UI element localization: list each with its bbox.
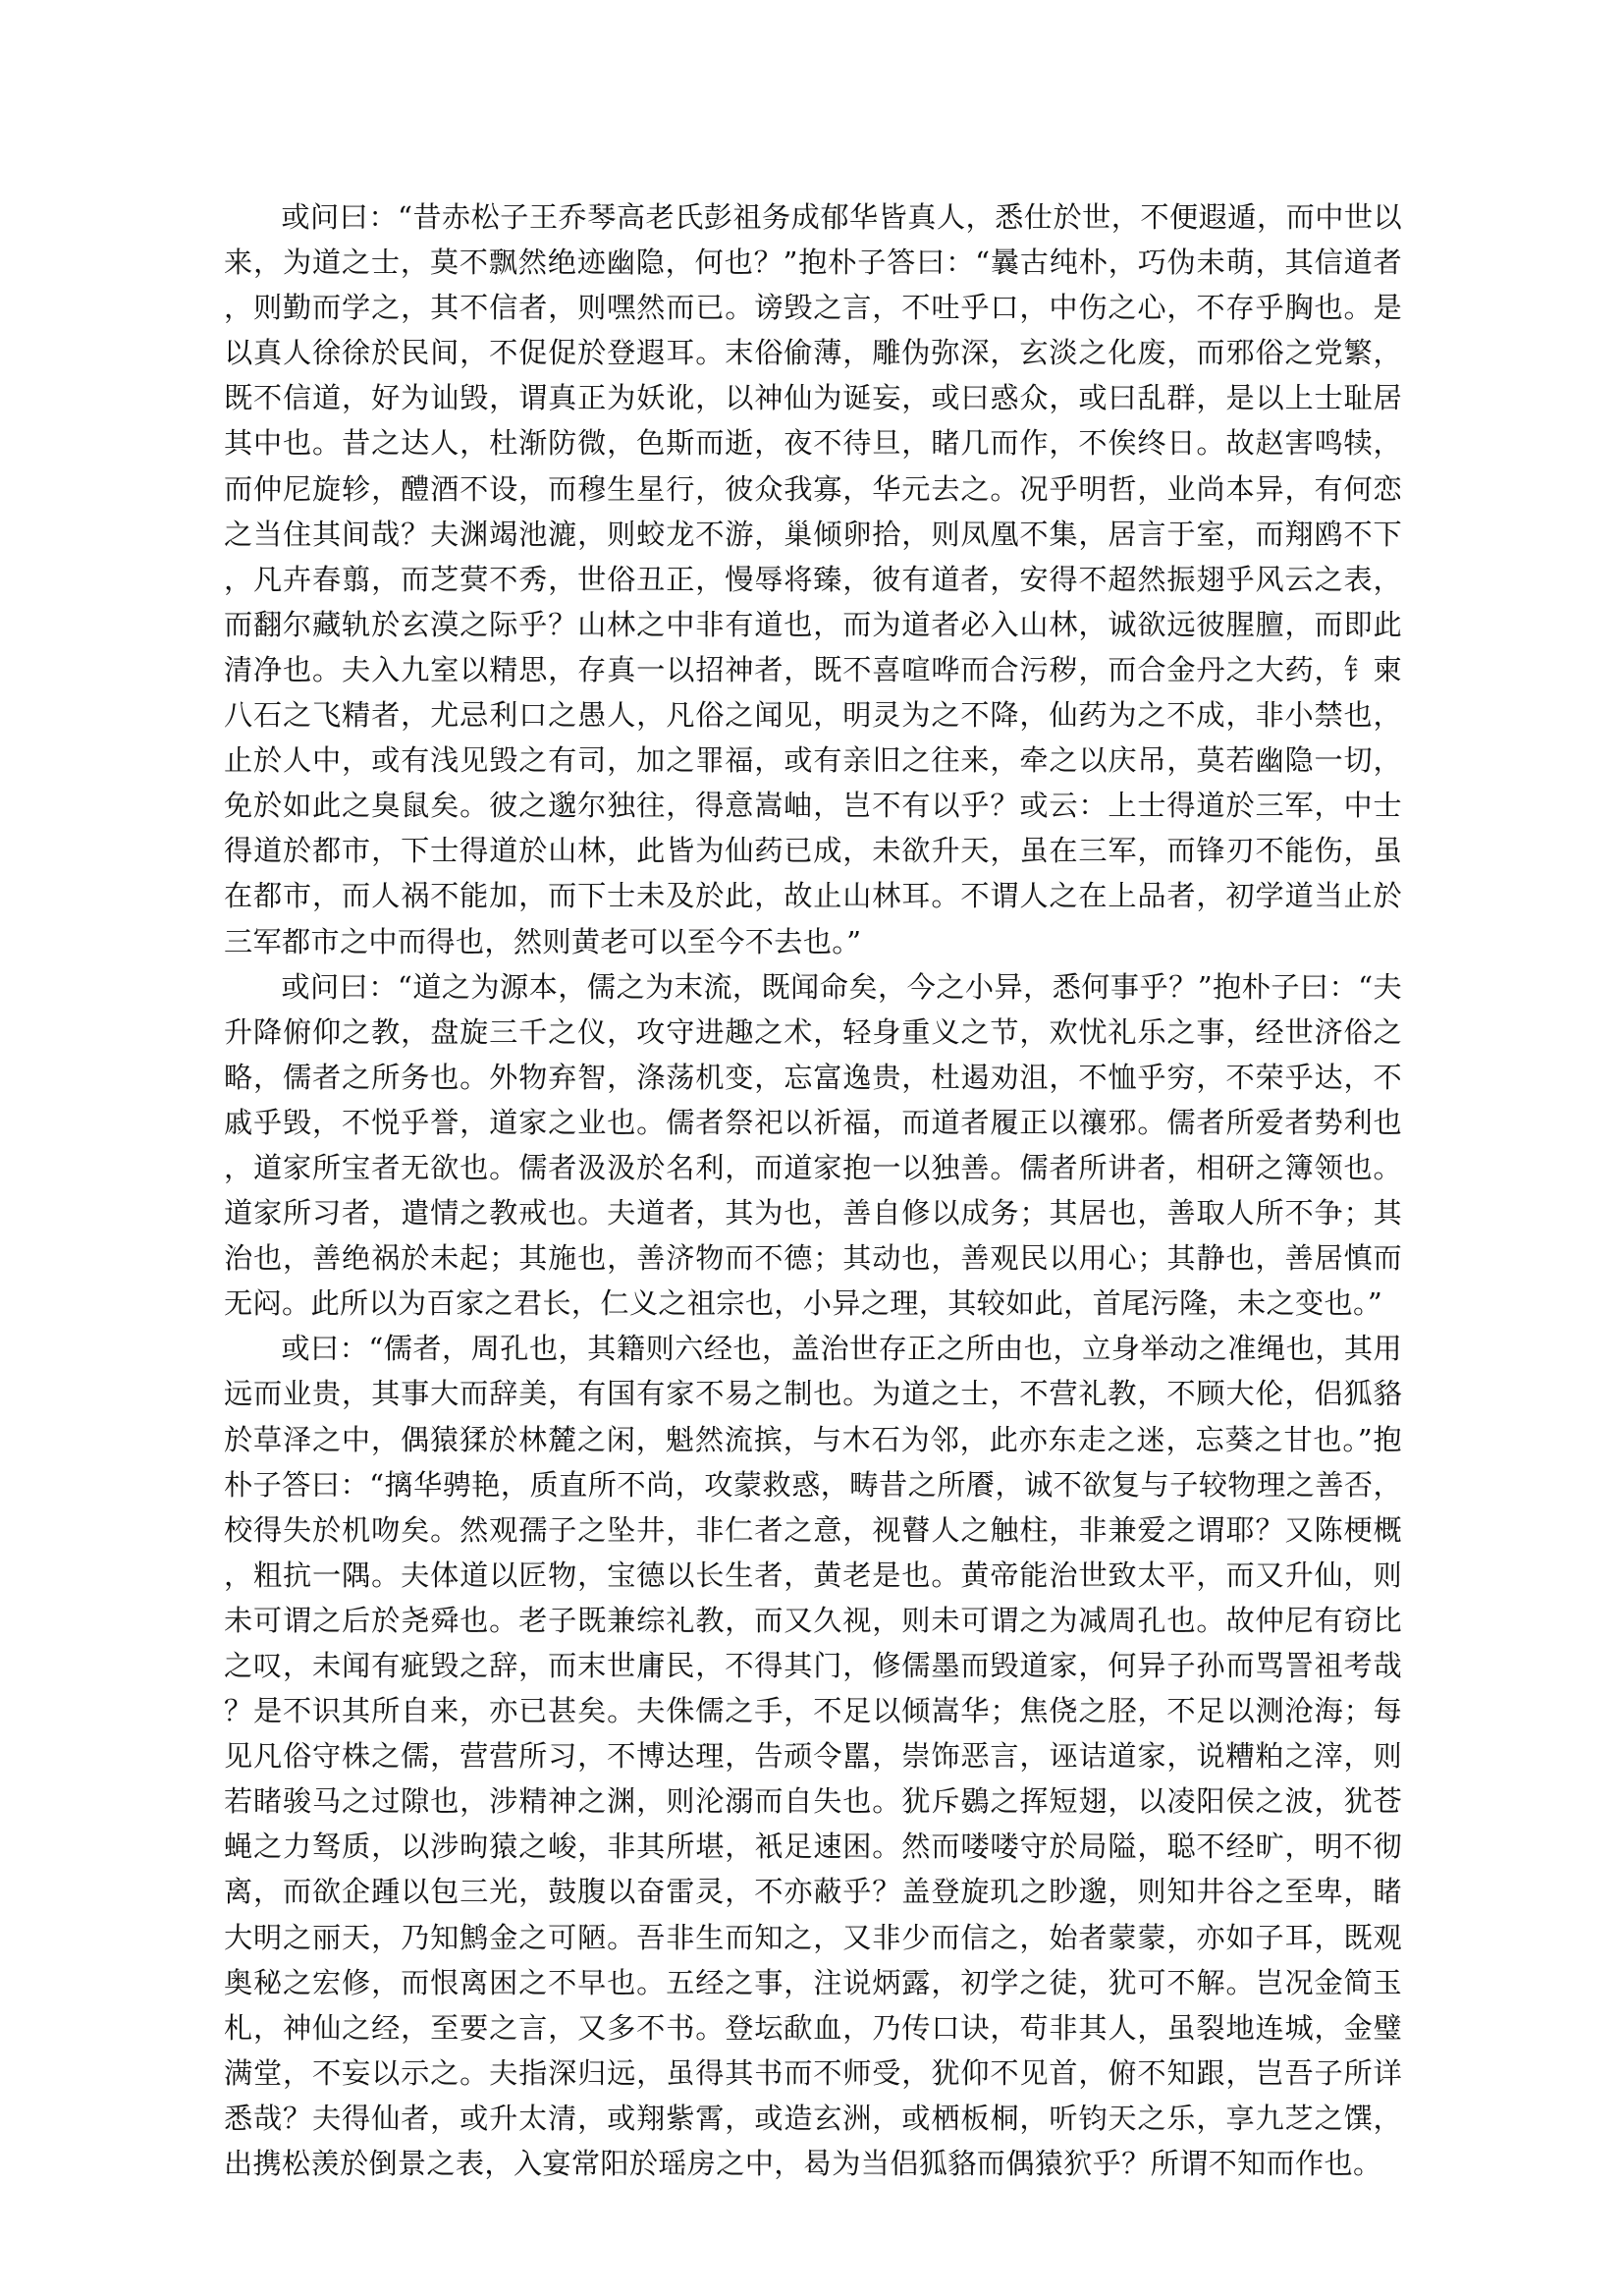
document-body bbox=[224, 194, 1402, 2186]
paragraph-1: 或问曰：“昔赤松子王乔琴高老氏彭祖务成郁华皆真人，悉仕於世，不便遐遁，而中世以来，为道之士，莫不飘然绝迹幽隐，何也？”抱朴子答曰：“曩古纯朴，巧伪未萌，其信道者，则勤而学之，其不信者，则嘿然而已。谤毁之言，不吐乎口，中伤之心，不存乎胸也。是以真人徐徐於民间，不促促於登遐耳。末俗偷薄，雕伪弥深，玄淡之化废，而邪俗之党繁，既不信道，好为讪毁，谓真正为妖讹，以神仙为诞妄，或曰惑众，或曰乱群，是以上士耻居其中也。昔之达人，杜渐防微，色斯而逝，夜不待旦，睹几而作，不俟终日。故赵害鸣犊，而仲尼旋轸，醴酒不设，而穆生星行，彼众我寡，华元去之。况乎明哲，业尚本异，有何恋之当住其间哉？夫渊竭池漉，则蛟龙不游，巢倾卵拾，则凤凰不集，居言于室，而翔鸥不下，凡卉春翦，而芝蓂不秀，世俗丑正，慢辱将臻，彼有道者，安得不超然振翅乎风云之表，而翻尔藏轨於玄漠之际乎？山林之中非有道也，而为道者必入山林，诚欲远彼腥膻，而即此清净也。夫入九室以精思，存真一以招神者，既不喜喧哗而合污秽，而合金丹之大药，钅柬八石之飞精者，尤忌利口之愚人，凡俗之闻见，明灵为之不降，仙药为之不成，非小禁也，止於人中，或有浅见毁之有司，加之罪福，或有亲旧之往来，牵之以庆吊，莫若幽隐一切，免於如此之臭鼠矣。彼之邈尔独往，得意嵩岫，岂不有以乎？或云：上士得道於三军，中士得道於都市，下士得道於山林，此皆为仙药已成，未欲升天，虽在三军，而锋刃不能伤，虽在都市，而人祸不能加，而下士未及於此，故止山林耳。不谓人之在上品者，初学道当止於三军都市之中而得也，然则黄老可以至今不去也。” bbox=[224, 200, 1402, 958]
paragraph-2: 或问曰：“道之为源本，儒之为末流，既闻命矣，今之小异，悉何事乎？”抱朴子曰：“夫升降俯仰之教，盘旋三千之仪，攻守进趣之术，轻身重义之节，欢忧礼乐之事，经世济俗之略，儒者之所务也。外物弃智，涤荡机变，忘富逸贵，杜遏劝沮，不恤乎穷，不荣乎达，不戚乎毁，不悦乎誉，道家之业也。儒者祭祀以祈福，而道者履正以禳邪。儒者所爱者势利也，道家所宝者无欲也。儒者汲汲於名利，而道家抱一以独善。儒者所讲者，相研之簿领也。道家所习者，遣情之教戒也。夫道者，其为也，善自修以成务；其居也，善取人所不争；其治也，善绝祸於未起；其施也，善济物而不德；其动也，善观民以用心；其静也，善居慎而无闷。此所以为百家之君长，仁义之祖宗也，小异之理，其较如此，首尾污隆，未之变也。” bbox=[224, 969, 1402, 1321]
paragraph-3: 或曰：“儒者，周孔也，其籍则六经也，盖治世存正之所由也，立身举动之准绳也，其用远而业贵，其事大而辞美，有国有家不易之制也。为道之士，不营礼教，不顾大伦，侣狐貉於草泽之中，偶猿猱於林麓之闲，魁然流摈，与木石为邻，此亦东走之迷，忘葵之甘也。”抱朴子答曰：“摛华骋艳，质直所不尚，攻蒙救惑，畴昔之所餍，诚不欲复与子较物理之善否，校得失於机吻矣。然观孺子之坠井，非仁者之意，视瞽人之触柱，非兼爱之谓耶？又陈梗概，粗抗一隅。夫体道以匠物，宝德以长生者，黄老是也。黄帝能治世致太平，而又升仙，则未可谓之后於尧舜也。老子既兼综礼教，而又久视，则未可谓之为减周孔也。故仲尼有窃比之叹，未闻有疵毁之辞，而末世庸民，不得其门，修儒墨而毁道家，何异子孙而骂詈祖考哉？是不识其所自来，亦已甚矣。夫侏儒之手，不足以倾嵩华；焦侥之胫，不足以测沧海；每见凡俗守株之儒，营营所习，不博达理，告顽令嚚，崇饰恶言，诬诘道家，说糟粕之滓，则若睹骏马之过隙也，涉精神之渊，则沦溺而自失也。犹斥鷃之挥短翅，以凌阳侯之波，犹苍蝇之力驽质，以涉昫猿之峻，非其所堪，衹足速困。然而喽喽守於局隘，聪不经旷，明不彻离，而欲企踵以包三光，鼓腹以奋雷灵，不亦蔽乎？盖登旋玑之眇邈，则知井谷之至卑，睹大明之丽天，乃知鹪金之可陋。吾非生而知之，又非少而信之，始者蒙蒙，亦如子耳，既观奥秘之宏修，而恨离困之不早也。五经之事，注说炳露，初学之徒，犹可不解。岂况金简玉札，神仙之经，至要之言，又多不书。登坛歃血，乃传口诀，苟非其人，虽裂地连城，金璧满堂，不妄以示之。夫指深归远，虽得其书而不师受，犹仰不见首，俯不知跟，岂吾子所详悉哉？夫得仙者，或升太清，或翔紫霄，或造玄洲，或栖板桐，听钧天之乐，享九芝之馔，出携松羡於倒景之表，入宴常阳於瑶房之中，曷为当侣狐貉而偶猿狖乎？所谓不知而作也。 bbox=[224, 1332, 1402, 2181]
